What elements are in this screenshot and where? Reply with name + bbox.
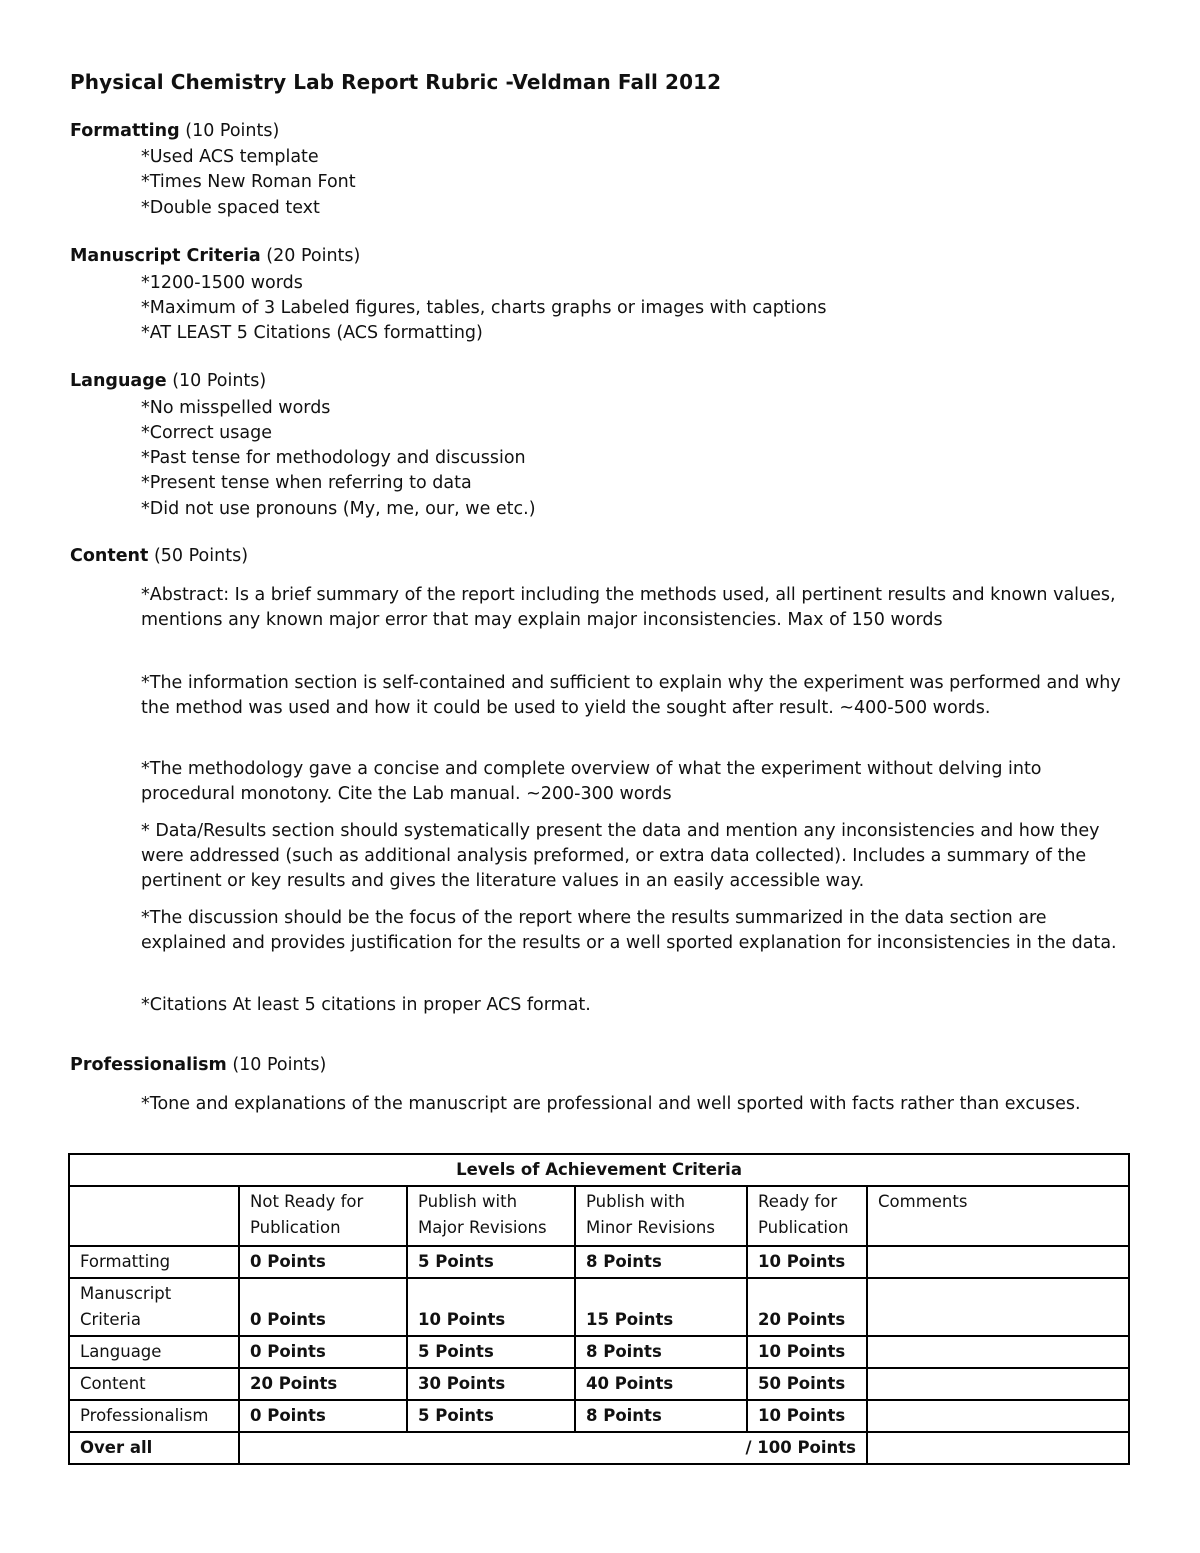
section-title: Content <box>70 546 149 566</box>
points-cell: 8 Points <box>575 1336 747 1368</box>
points-cell: 0 Points <box>239 1400 407 1432</box>
header-cell <box>69 1186 239 1246</box>
row-label: Manuscript Criteria <box>69 1278 239 1336</box>
points-cell: 10 Points <box>407 1278 575 1336</box>
content-paragraph-methodology: *The methodology gave a concise and complete overview of what the experiment without delving into procedural monotony. Cite the Lab manual. ~200-300 words <box>141 759 1042 804</box>
row-label: Language <box>69 1336 239 1368</box>
table-overall-row <box>69 1432 1129 1464</box>
section-title: Formatting <box>70 121 180 141</box>
section-points: (10 Points) <box>172 371 267 391</box>
comments-cell <box>867 1246 1129 1278</box>
list-item: *Used ACS template <box>141 147 319 167</box>
overall-total: / 100 Points <box>239 1432 867 1464</box>
list-item: *AT LEAST 5 Citations (ACS formatting) <box>141 323 483 343</box>
content-paragraph-citations: *Citations At least 5 citations in proper ACS format. <box>141 995 591 1015</box>
points-cell: 30 Points <box>407 1368 575 1400</box>
section-heading-professionalism <box>70 1055 326 1075</box>
section-points: (10 Points) <box>185 121 280 141</box>
section-title: Professionalism <box>70 1055 227 1075</box>
table-row <box>69 1368 1129 1400</box>
list-item: *Past tense for methodology and discussion <box>141 448 526 468</box>
points-cell: 5 Points <box>407 1246 575 1278</box>
comments-cell <box>867 1400 1129 1432</box>
section-heading-manuscript <box>70 246 360 266</box>
points-cell: 0 Points <box>239 1336 407 1368</box>
section-title: Language <box>70 371 167 391</box>
table-row <box>69 1400 1129 1432</box>
professionalism-paragraph: *Tone and explanations of the manuscript are professional and well sported with facts rather than excuses. <box>141 1094 1081 1114</box>
table-row <box>69 1336 1129 1368</box>
section-points: (10 Points) <box>232 1055 327 1075</box>
table-caption: Levels of Achievement Criteria <box>69 1154 1129 1186</box>
list-item: *No misspelled words <box>141 398 331 418</box>
row-label: Professionalism <box>69 1400 239 1432</box>
overall-label: Over all <box>69 1432 239 1464</box>
points-cell: 8 Points <box>575 1246 747 1278</box>
points-cell: 0 Points <box>239 1278 407 1336</box>
comments-cell <box>867 1336 1129 1368</box>
header-cell: Publish with Major Revisions <box>407 1186 575 1246</box>
list-item: *1200-1500 words <box>141 273 303 293</box>
document-title: Physical Chemistry Lab Report Rubric -Veldman Fall 2012 <box>70 70 722 94</box>
points-cell: 40 Points <box>575 1368 747 1400</box>
points-cell: 5 Points <box>407 1336 575 1368</box>
content-paragraph-introduction: *The information section is self-contained and sufficient to explain why the experiment was performed and why the method was used and how it could be used to yield the sought after result. ~400-500 words. <box>141 673 1121 718</box>
comments-cell <box>867 1432 1129 1464</box>
section-heading-language <box>70 371 266 391</box>
header-cell: Publish with Minor Revisions <box>575 1186 747 1246</box>
section-heading-formatting <box>70 121 279 141</box>
table-row <box>69 1246 1129 1278</box>
points-cell: 0 Points <box>239 1246 407 1278</box>
header-cell: Ready for Publication <box>747 1186 867 1246</box>
points-cell: 50 Points <box>747 1368 867 1400</box>
content-paragraph-abstract: *Abstract: Is a brief summary of the report including the methods used, all pertinent results and known values, mentions any known major error that may explain major inconsistencies. Max of 150 words <box>141 585 1116 630</box>
row-label: Content <box>69 1368 239 1400</box>
section-points: (50 Points) <box>153 546 249 566</box>
table-row <box>69 1278 1129 1336</box>
points-cell: 20 Points <box>239 1368 407 1400</box>
section-heading-content <box>70 546 248 566</box>
comments-cell <box>867 1368 1129 1400</box>
points-cell: 8 Points <box>575 1400 747 1432</box>
points-cell: 10 Points <box>747 1400 867 1432</box>
list-item: *Correct usage <box>141 423 272 443</box>
points-cell: 5 Points <box>407 1400 575 1432</box>
list-item: *Present tense when referring to data <box>141 473 472 493</box>
header-cell-comments: Comments <box>867 1186 1129 1246</box>
section-title: Manuscript Criteria <box>70 246 261 266</box>
list-item: *Did not use pronouns (My, me, our, we etc.) <box>141 499 536 519</box>
table-header-row <box>69 1186 1129 1246</box>
section-points: (20 Points) <box>266 246 361 266</box>
points-cell: 15 Points <box>575 1278 747 1336</box>
content-paragraph-discussion: *The discussion should be the focus of the report where the results summarized in the data section are explained and provides justification for the results or a well sported explanation for inconsistencies in the data. <box>141 908 1117 953</box>
points-cell: 20 Points <box>747 1278 867 1336</box>
list-item: *Times New Roman Font <box>141 172 356 192</box>
content-paragraph-results: * Data/Results section should systematically present the data and mention any inconsistencies and how they were addressed (such as additional analysis preformed, or extra data collected). Includes a summary of the pertinent or key results and gives the literature values in an easily accessible way. <box>141 821 1100 891</box>
list-item: *Maximum of 3 Labeled figures, tables, charts graphs or images with captions <box>141 298 827 318</box>
row-label: Formatting <box>69 1246 239 1278</box>
table-caption-row <box>69 1154 1129 1186</box>
comments-cell <box>867 1278 1129 1336</box>
points-cell: 10 Points <box>747 1336 867 1368</box>
points-cell: 10 Points <box>747 1246 867 1278</box>
achievement-table <box>68 1153 1130 1465</box>
list-item: *Double spaced text <box>141 198 320 218</box>
header-cell: Not Ready for Publication <box>239 1186 407 1246</box>
